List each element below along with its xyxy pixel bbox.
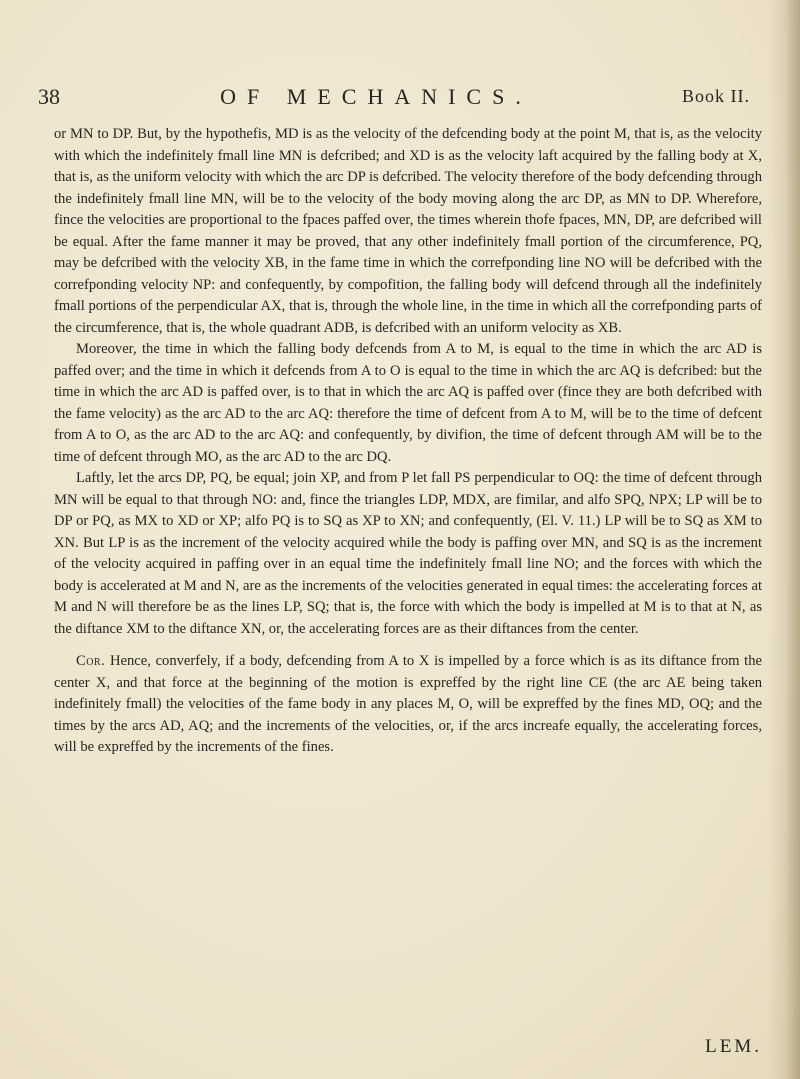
running-title: OF MECHANICS. — [220, 84, 532, 109]
paragraph-3: Laftly, let the arcs DP, PQ, be equal; join XP, and from P let fall PS perpendicular to OQ: the time of defcent through MN will be equal to that through NO: and, fince the triangles LDP, MDX, are fimilar, and alfo SPQ, NPX; LP will be to DP or PQ, as MX to XD or XP; alfo PQ is to SQ as XP to XN; and confequently, (El. V. 11.) LP will be to SQ as XM to XN. But LP is as the increment of the velocity acquired while the body is paffing over MN, and SQ is as the increment of the velocity acquired in paffing over in an equal time the indefinitely fmall line NO; and the forces with which the body is accelerated at M and N, are as the increments of the velocities generated in equal times: the accelerating forces at M and N will therefore be as the lines LP, SQ; that is, the force with which the body is impelled at M is to that at N, as the diftance XM to the diftance XN, or, the accelerating forces are as their diftances from the center. — [54, 470, 762, 637]
paragraph-1: or MN to DP. But, by the hypothefis, MD is as the velocity of the defcending body at the point M, that is, as the velocity with which the indefinitely fmall line MN is defcribed; and XD is as the velocity laft acquired by the falling body at X, that is, as the uniform velocity with which the arc DP is defcribed. The velocity therefore of the body defcending through the indefinitely fmall line MN, will be to the velocity of the body moving along the arc DP, as MN to DP. Wherefore, fince the velocities are proportional to the fpaces paffed over, the times wherein thofe fpaces, MN, DP, are defcribed will be equal. After the fame manner it may be proved, that any other indefinitely fmall portion of the circumference, PQ, may be defcribed with the velocity XB, in the fame time in which the correfponding line NO will be defcribed with the correfponding velocity NP: and confequently, by compofition, the falling body will defcend through all the indefinitely fmall portions of the perpendicular AX, that is, through the whole line, in the time in which all the correfponding parts of the circumference, that is, the whole quadrant ADB, is defcribed with an uniform velocity as XB. — [54, 126, 762, 336]
page-number: 38 — [38, 84, 60, 109]
page-edge-shadow — [786, 0, 800, 1079]
catchword: LEM. — [705, 1036, 762, 1057]
book-label: Book II. — [682, 86, 750, 106]
paragraph-2: Moreover, the time in which the falling body defcends from A to M, is equal to the time in which the arc AD is paffed over; and the time in which it defcends from A to O is equal to the time in which the arc AQ is defcribed: but the time in which the arc AD is paffed over, is to that in which the arc AQ is paffed over (fince they are both defcribed with the fame velocity) as the arc AD to the arc AQ: therefore the time of defcent from A to M, will be to the time of defcent from A to O, as the arc AD to the arc AQ: and confequently, by divifion, the time of defcent through AM will be to the time of defcent through MO, as the arc AD to the arc DQ. — [54, 341, 762, 465]
page-header — [38, 84, 758, 120]
corollary-text: Hence, converfely, if a body, defcending from A to X is impelled by a force which is as its diftance from the center X, and that force at the beginning of the motion is expreffed by the right line CE (the arc AE being taken indefinitely fmall) the velocities of the fame body in any places M, O, will be expreffed by the fines MD, OQ; and the times by the arcs AD, AQ; and the increments of the velocities, or, if the arcs increafe equally, the accelerating forces, will be expreffed by the increments of the fines. — [54, 653, 762, 755]
page-body — [54, 124, 762, 759]
corollary-lead: Cor. — [76, 653, 106, 669]
corollary-paragraph — [54, 651, 762, 759]
